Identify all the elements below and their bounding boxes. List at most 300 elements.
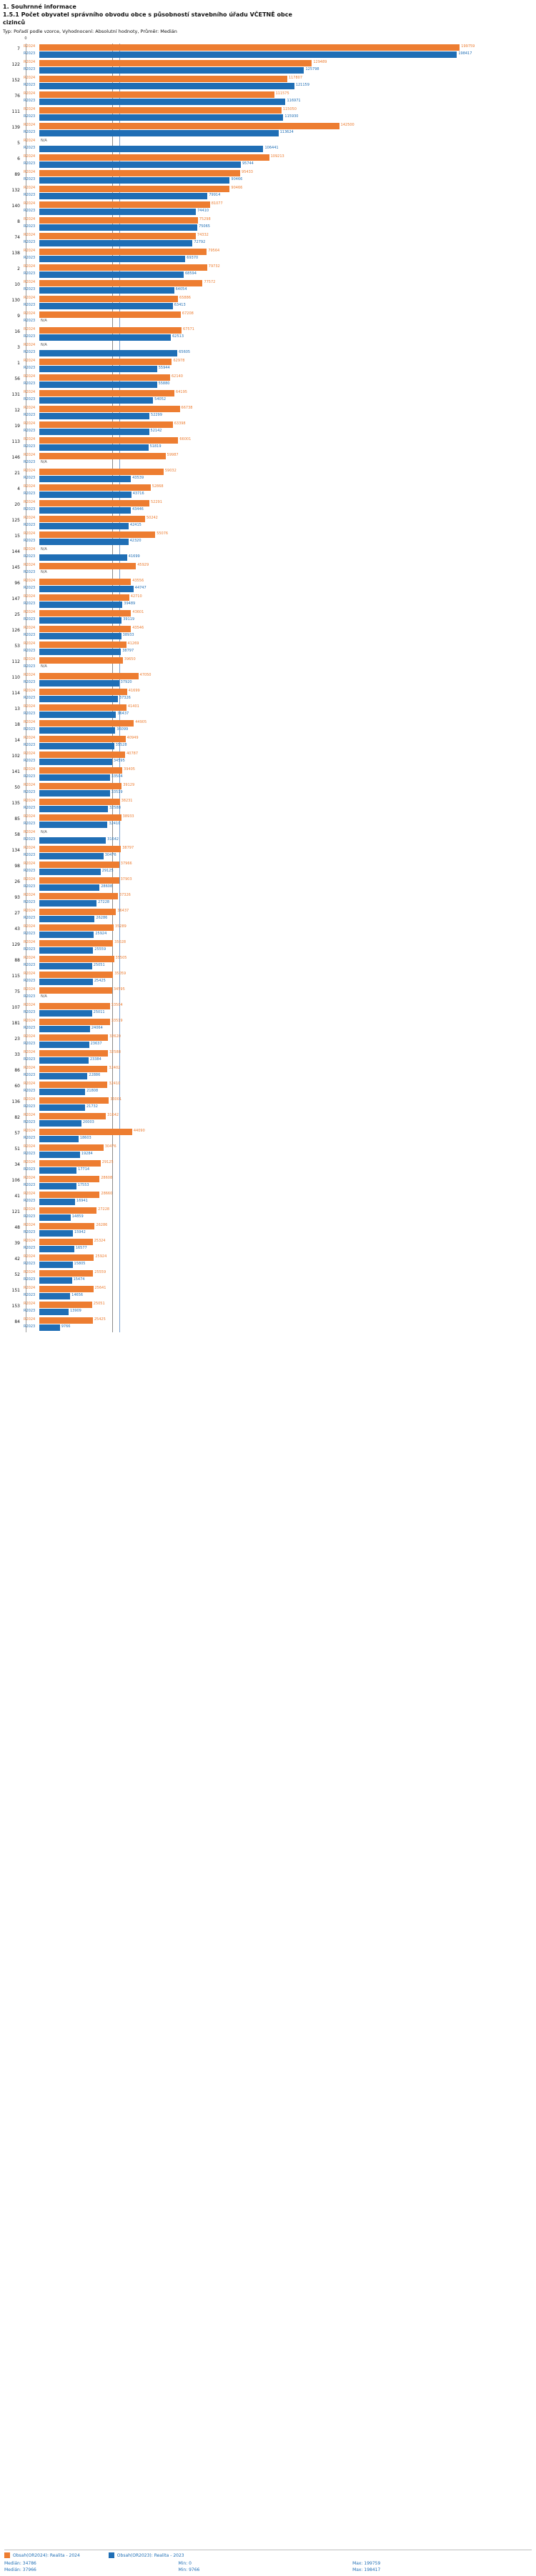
bar-2023 <box>39 539 129 545</box>
bar-2024 <box>39 170 240 176</box>
value-label-2024: 62978 <box>173 359 185 363</box>
bar-2023 <box>39 209 196 215</box>
value-label-2024: 26286 <box>96 1223 108 1227</box>
bar-2024 <box>39 1129 132 1135</box>
value-label-2023: 42320 <box>129 539 142 543</box>
value-label-2024: 129489 <box>313 60 327 64</box>
value-label-2024: 37326 <box>119 893 131 897</box>
series-label-2024: R2024 <box>24 390 36 394</box>
series-label-2024: R2024 <box>24 139 36 143</box>
value-label-2023: 198417 <box>458 51 472 56</box>
bar-group <box>0 782 536 798</box>
bar-2024 <box>39 1003 110 1009</box>
bar-2023 <box>39 507 131 514</box>
value-label-2023: 38933 <box>122 633 134 637</box>
bar-2023 <box>39 963 92 969</box>
series-label-2024: R2024 <box>24 1003 36 1007</box>
bar-2023 <box>39 51 457 58</box>
bar-2024 <box>39 563 136 569</box>
bar-pair <box>24 1065 536 1081</box>
bar-2024 <box>39 1176 99 1182</box>
value-label-2023: 9766 <box>61 1324 71 1329</box>
bar-pair <box>24 279 536 295</box>
bar-2023 <box>39 366 157 372</box>
bar-2024 <box>39 924 114 931</box>
series-label-2023: R2023 <box>24 460 36 464</box>
value-label-2024: 142500 <box>340 123 354 127</box>
series-label-2024: R2024 <box>24 186 36 190</box>
value-label-2023: 16577 <box>75 1246 87 1250</box>
series-label-2024: R2024 <box>24 1254 36 1259</box>
bar-2024 <box>39 579 131 585</box>
value-label-2023: 25011 <box>93 1010 105 1014</box>
series-label-2023: R2023 <box>24 837 36 842</box>
series-label-2023: R2023 <box>24 1230 36 1234</box>
bar-pair <box>24 1301 536 1317</box>
value-label-2023: 75065 <box>199 224 210 229</box>
series-label-2024: R2024 <box>24 641 36 646</box>
bar-pair <box>24 201 536 216</box>
value-label-2024: 25641 <box>94 1286 106 1290</box>
bar-2024 <box>39 799 120 805</box>
bar-2024 <box>39 972 113 978</box>
bar-pair <box>24 1128 536 1144</box>
series-label-2023: R2023 <box>24 932 36 936</box>
bar-pair <box>24 924 536 939</box>
bar-2023 <box>39 413 149 419</box>
series-label-2024: R2024 <box>24 862 36 866</box>
category-label: 23 <box>14 1037 20 1042</box>
bar-2024 <box>39 846 121 852</box>
series-label-2024: R2024 <box>24 107 36 111</box>
bar-group <box>0 405 536 421</box>
series-label-2023: R2023 <box>24 617 36 621</box>
bar-group <box>0 955 536 971</box>
series-label-2024: R2024 <box>24 987 36 992</box>
footer-stats <box>4 2560 532 2573</box>
series-label-2024: R2024 <box>24 783 36 787</box>
value-label-2024: 42710 <box>130 594 142 599</box>
bar-pair <box>24 1018 536 1034</box>
bar-2024 <box>39 359 172 365</box>
bar-2024 <box>39 1270 93 1277</box>
na-marker: N/A <box>41 460 47 464</box>
bar-2024 <box>39 186 229 192</box>
legend-swatch-2023 <box>109 2552 114 2558</box>
bar-group <box>0 924 536 939</box>
category-label: 131 <box>11 392 20 397</box>
bar-2023 <box>39 114 283 121</box>
value-label-2024: 41269 <box>127 641 139 646</box>
series-label-2023: R2023 <box>24 1183 36 1187</box>
series-label-2024: R2024 <box>24 1286 36 1290</box>
bar-2023 <box>39 601 122 608</box>
bar-group <box>0 767 536 782</box>
series-label-2024: R2024 <box>24 1223 36 1227</box>
bar-2023 <box>39 680 119 687</box>
series-label-2024: R2024 <box>24 44 36 49</box>
bar-2024 <box>39 736 126 742</box>
bar-group <box>0 704 536 719</box>
value-label-2024: 81077 <box>211 201 223 206</box>
bar-pair <box>24 892 536 908</box>
value-label-2023: 68594 <box>185 271 197 276</box>
series-label-2023: R2023 <box>24 947 36 952</box>
bar-pair <box>24 1317 536 1332</box>
series-label-2023: R2023 <box>24 1120 36 1124</box>
bar-2023 <box>39 649 121 655</box>
bar-2023 <box>39 177 229 184</box>
bar-pair <box>24 531 536 546</box>
bar-2023 <box>39 1010 92 1017</box>
category-label: 51 <box>14 1147 20 1152</box>
series-label-2024: R2024 <box>24 799 36 803</box>
series-label-2023: R2023 <box>24 114 36 119</box>
bar-2023 <box>39 130 279 136</box>
value-label-2024: 28608 <box>101 1176 113 1180</box>
header-line-2: 1.5.1 Počet obyvatel správního obvodu obce s působností stavebního úřadu VČETNĚ obce <box>3 11 292 18</box>
series-label-2023: R2023 <box>24 209 36 213</box>
bar-2023 <box>39 932 94 938</box>
value-label-2023: 39119 <box>123 617 135 621</box>
value-label-2024: 59032 <box>164 469 177 473</box>
bar-2023 <box>39 806 108 812</box>
bar-group <box>0 1207 536 1222</box>
bar-2024 <box>39 437 178 444</box>
value-label-2024: 52291 <box>150 500 162 504</box>
bar-group <box>0 1301 536 1317</box>
series-label-2023: R2023 <box>24 774 36 779</box>
category-label: 14 <box>14 738 20 743</box>
bar-pair <box>24 326 536 342</box>
series-label-2024: R2024 <box>24 327 36 331</box>
category-label: 146 <box>11 455 20 460</box>
value-label-2023: 28608 <box>101 884 113 889</box>
series-label-2023: R2023 <box>24 240 36 244</box>
bar-2023 <box>39 1214 71 1221</box>
category-label: 18 <box>14 722 20 727</box>
bar-group <box>0 216 536 232</box>
value-label-2023: 33504 <box>111 774 123 779</box>
bar-group <box>0 1065 536 1081</box>
series-label-2023: R2023 <box>24 1089 36 1093</box>
value-label-2023: 37326 <box>119 696 131 700</box>
series-label-2024: R2024 <box>24 626 36 630</box>
bar-2023 <box>39 240 192 246</box>
bar-2023 <box>39 224 197 231</box>
bar-group <box>0 594 536 609</box>
category-label: 153 <box>11 1304 20 1309</box>
bar-2023 <box>39 554 127 561</box>
bar-group <box>0 672 536 688</box>
category-label: 151 <box>11 1288 20 1293</box>
bar-2024 <box>39 76 287 82</box>
bar-pair <box>24 798 536 814</box>
bar-2023 <box>39 1026 90 1032</box>
category-label: 145 <box>11 565 20 570</box>
value-label-2023: 15942 <box>74 1230 86 1234</box>
category-label: 57 <box>14 1131 20 1136</box>
legend-item-2023 <box>109 2552 184 2558</box>
value-label-2023: 72792 <box>194 240 206 244</box>
series-label-2023: R2023 <box>24 1293 36 1297</box>
series-label-2023: R2023 <box>24 822 36 826</box>
bar-2023 <box>39 397 153 404</box>
value-label-2024: 74332 <box>197 233 209 237</box>
bar-2024 <box>39 1239 93 1245</box>
bar-2023 <box>39 1230 73 1237</box>
series-label-2024: R2024 <box>24 233 36 237</box>
bar-2024 <box>39 987 112 994</box>
bar-group <box>0 1269 536 1285</box>
value-label-2024: 25425 <box>94 1317 106 1322</box>
category-label: 12 <box>14 408 20 413</box>
category-label: 135 <box>11 801 20 806</box>
value-label-2024: 32410 <box>109 1082 121 1086</box>
series-label-2023: R2023 <box>24 539 36 543</box>
bar-2024 <box>39 1066 107 1072</box>
bar-group <box>0 1018 536 1034</box>
category-label: 84 <box>14 1319 20 1324</box>
bar-pair <box>24 1097 536 1112</box>
bar-pair <box>24 138 536 154</box>
value-label-2023: 43716 <box>132 491 144 496</box>
category-label: 7 <box>17 46 20 51</box>
value-label-2023: 106441 <box>264 146 279 150</box>
category-label: 88 <box>14 958 20 963</box>
value-label-2024: 77572 <box>204 280 216 284</box>
bar-2024 <box>39 909 116 915</box>
bar-group <box>0 609 536 625</box>
bar-group <box>0 562 536 578</box>
bar-pair <box>24 1175 536 1191</box>
value-label-2023: 36099 <box>116 727 129 732</box>
series-label-2024: R2024 <box>24 1270 36 1274</box>
stat-max-2024: Max: 199759 <box>352 2561 381 2566</box>
bar-2023 <box>39 586 134 592</box>
bar-group <box>0 1191 536 1207</box>
series-label-2024: R2024 <box>24 60 36 64</box>
bar-group <box>0 232 536 248</box>
category-label: 129 <box>11 942 20 947</box>
value-label-2024: 50242 <box>146 516 158 520</box>
bar-pair <box>24 735 536 751</box>
bar-2023 <box>39 759 112 765</box>
bar-2023 <box>39 916 94 922</box>
bar-pair <box>24 75 536 91</box>
category-label: 25 <box>14 612 20 617</box>
value-label-2023: 21808 <box>86 1089 99 1093</box>
value-label-2024: 29125 <box>101 1160 114 1164</box>
stat-median-2023: Medián: 37966 <box>4 2567 36 2572</box>
series-label-2023: R2023 <box>24 1104 36 1109</box>
value-label-2023: 23384 <box>89 1057 101 1062</box>
category-label: 134 <box>11 848 20 853</box>
bar-pair <box>24 562 536 578</box>
bar-pair <box>24 751 536 767</box>
bar-2024 <box>39 327 182 334</box>
category-label: 130 <box>11 298 20 303</box>
value-label-2023: 23637 <box>90 1042 102 1046</box>
bar-pair <box>24 845 536 861</box>
bar-group <box>0 1034 536 1049</box>
series-label-2024: R2024 <box>24 720 36 724</box>
series-label-2023: R2023 <box>24 712 36 716</box>
value-label-2023: 69370 <box>187 256 199 260</box>
value-label-2024: 95433 <box>242 170 253 174</box>
series-label-2023: R2023 <box>24 1199 36 1203</box>
bar-pair <box>24 1049 536 1065</box>
bar-2023 <box>39 774 110 781</box>
bar-group <box>0 578 536 594</box>
series-label-2023: R2023 <box>24 146 36 150</box>
value-label-2024: 199759 <box>461 44 475 49</box>
value-label-2024: 39129 <box>123 783 135 787</box>
bar-group <box>0 751 536 767</box>
bar-pair <box>24 358 536 374</box>
series-label-2023: R2023 <box>24 523 36 527</box>
bar-2024 <box>39 1097 109 1104</box>
series-label-2024: R2024 <box>24 484 36 489</box>
series-label-2024: R2024 <box>24 469 36 473</box>
bar-2024 <box>39 720 134 727</box>
series-label-2023: R2023 <box>24 979 36 983</box>
bar-2023 <box>39 1136 79 1142</box>
category-label: 181 <box>11 1021 20 1026</box>
value-label-2023: 115930 <box>284 114 299 119</box>
category-label: 139 <box>11 125 20 130</box>
value-label-2023: 19284 <box>81 1152 93 1156</box>
bar-pair <box>24 1254 536 1269</box>
value-label-2024: 33504 <box>111 1003 123 1007</box>
bar-group <box>0 279 536 295</box>
value-label-2024: 66001 <box>179 437 192 441</box>
series-label-2024: R2024 <box>24 1176 36 1180</box>
series-label-2023: R2023 <box>24 287 36 291</box>
x-tick-0: 0 <box>24 36 27 41</box>
bar-group <box>0 421 536 436</box>
value-label-2023: 30476 <box>104 853 116 857</box>
bar-2024 <box>39 1192 99 1198</box>
bar-2024 <box>39 956 114 962</box>
series-label-2024: R2024 <box>24 1034 36 1039</box>
series-label-2024: R2024 <box>24 1302 36 1306</box>
bar-pair <box>24 295 536 311</box>
bar-group <box>0 342 536 358</box>
value-label-2024: 62140 <box>172 374 183 379</box>
bar-group <box>0 436 536 452</box>
bar-pair <box>24 1191 536 1207</box>
series-label-2023: R2023 <box>24 649 36 653</box>
series-label-2024: R2024 <box>24 1066 36 1070</box>
value-label-2023: 25051 <box>93 963 105 967</box>
value-label-2023: 95744 <box>242 161 254 166</box>
bar-group <box>0 987 536 1002</box>
stats-col-median <box>4 2560 179 2573</box>
category-label: 42 <box>14 1257 20 1262</box>
series-label-2023: R2023 <box>24 601 36 606</box>
bar-group <box>0 1002 536 1018</box>
bar-pair <box>24 436 536 452</box>
value-label-2024: 44905 <box>135 720 147 724</box>
bar-group <box>0 829 536 845</box>
value-label-2024: 25324 <box>94 1239 106 1243</box>
bar-group <box>0 106 536 122</box>
bar-2023 <box>39 146 263 152</box>
value-label-2024: 64195 <box>176 390 187 394</box>
series-label-2024: R2024 <box>24 264 36 269</box>
category-label: 144 <box>11 549 20 554</box>
na-marker: N/A <box>41 547 47 551</box>
bar-group <box>0 358 536 374</box>
value-label-2023: 18603 <box>79 1136 91 1140</box>
bar-2024 <box>39 862 119 868</box>
series-label-2023: R2023 <box>24 1324 36 1329</box>
series-label-2023: R2023 <box>24 429 36 433</box>
series-label-2023: R2023 <box>24 1246 36 1250</box>
bar-pair <box>24 625 536 641</box>
series-label-2024: R2024 <box>24 359 36 363</box>
series-label-2024: R2024 <box>24 972 36 976</box>
value-label-2024: 41401 <box>127 704 139 709</box>
series-label-2023: R2023 <box>24 303 36 307</box>
bar-group <box>0 971 536 987</box>
value-label-2024: 38231 <box>121 799 133 803</box>
bar-2024 <box>39 626 131 632</box>
bar-group <box>0 468 536 484</box>
series-label-2023: R2023 <box>24 1057 36 1062</box>
bar-2023 <box>39 822 107 828</box>
bar-2023 <box>39 1262 73 1268</box>
series-label-2023: R2023 <box>24 853 36 857</box>
category-label: 152 <box>11 78 20 83</box>
bar-2024 <box>39 610 131 616</box>
series-label-2024: R2024 <box>24 909 36 913</box>
bar-group <box>0 1097 536 1112</box>
series-label-2023: R2023 <box>24 1042 36 1046</box>
bar-pair <box>24 232 536 248</box>
series-label-2023: R2023 <box>24 664 36 669</box>
bar-2024 <box>39 704 126 711</box>
bar-2024 <box>39 1207 96 1214</box>
bar-group <box>0 295 536 311</box>
value-label-2024: 90466 <box>231 186 243 190</box>
series-label-2024: R2024 <box>24 924 36 929</box>
series-label-2023: R2023 <box>24 51 36 56</box>
value-label-2023: 52142 <box>150 429 162 433</box>
value-label-2024: 33519 <box>111 1019 123 1023</box>
series-label-2024: R2024 <box>24 563 36 567</box>
value-label-2023: 63413 <box>174 303 186 307</box>
value-label-2023: 32588 <box>109 806 121 810</box>
series-label-2024: R2024 <box>24 91 36 96</box>
bar-pair <box>24 342 536 358</box>
bar-2024 <box>39 1144 104 1151</box>
value-label-2023: 22886 <box>89 1073 101 1077</box>
value-label-2024: 32620 <box>109 1034 121 1039</box>
category-label: 85 <box>14 817 20 822</box>
bar-2023 <box>39 1246 74 1252</box>
series-label-2024: R2024 <box>24 704 36 709</box>
bar-pair <box>24 829 536 845</box>
series-label-2023: R2023 <box>24 1073 36 1077</box>
bar-2024 <box>39 390 174 396</box>
value-label-2023: 31642 <box>107 837 119 842</box>
series-label-2023: R2023 <box>24 884 36 889</box>
bar-2023 <box>39 727 115 734</box>
series-label-2023: R2023 <box>24 177 36 181</box>
value-label-2024: 40949 <box>126 736 139 740</box>
